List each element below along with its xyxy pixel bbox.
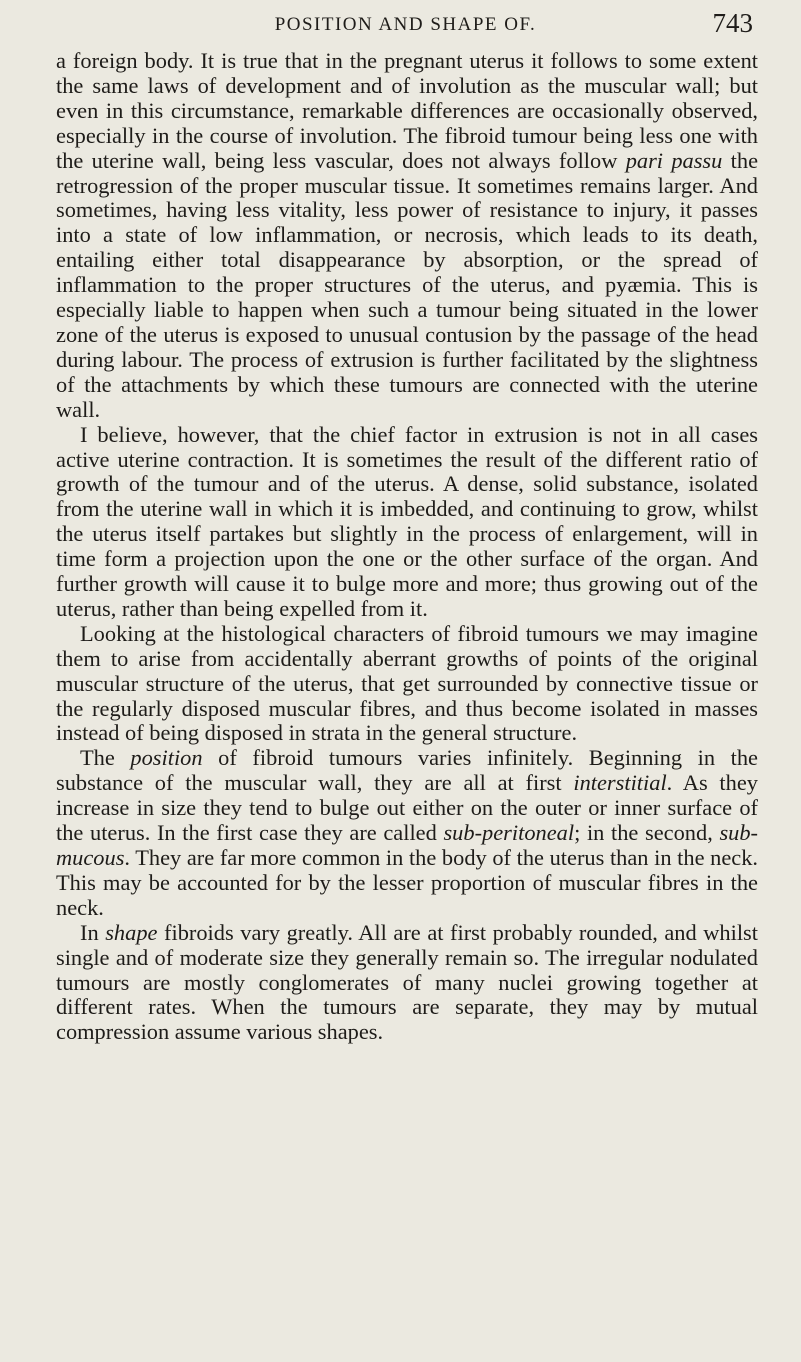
body-text xyxy=(56,49,758,1045)
italic-text: sub-peritoneal xyxy=(443,820,575,846)
paragraph-text: . They are far more common in the body of the uterus than in the neck. This may be accounted for by the lesser proportion of muscular fibres in the neck. xyxy=(56,845,758,920)
paragraph-text: I believe, however, that the chief factor in extrusion is not in all cases active uterine contraction. It is sometimes the result of the different ratio of growth of the tumour and of the uterus. A dense, solid substance, isolated from the uterine wall in which it is imbedded, and continuing to grow, whilst the uterus itself partakes but slightly in the process of enlargement, will in time form a projection upon the one or the other surface of the organ. And further growth will cause it to bulge more and more; thus growing out of the uterus, rather than being expelled from it. xyxy=(56,421,758,621)
paragraph-text: Looking at the histological characters of fibroid tumours we may imagine them to arise from accidentally aberrant growths of points of the original muscular structure of the uterus, that get surrounded by connective tissue or the regularly disposed muscular fibres, and thus become isolated in masses instead of being disposed in strata in the general structure. xyxy=(56,620,758,746)
paragraph-text: . As they increase in size they tend to bulge out either on the outer or inner surface of the uterus. In the first case they are called xyxy=(56,770,758,846)
paragraph-text: The xyxy=(80,745,131,771)
paragraph-text: a foreign body. It is true that in the pregnant uterus it follows to some extent the same laws of development and of involution as the muscular wall; but even in this circumstance, remarkable differences are occasionally observed, especially in the course of involution. The fibroid tumour being less one with the uterine wall, being less vascular, does not always follow xyxy=(56,48,758,173)
paragraph xyxy=(56,49,758,423)
italic-text: position xyxy=(130,745,203,771)
paragraph-text: fibroids vary greatly. All are at first probably rounded, and whilst single and of moderate size they generally remain so. The irregular nodulated tumours are mostly conglomerates of many nuclei growing together at different rates. When the tumours are separate, they may by mutual compression assume various shapes. xyxy=(56,919,758,1045)
paragraph-text: In xyxy=(80,919,106,945)
running-head: POSITION AND SHAPE OF. xyxy=(274,14,537,35)
page-number: 743 xyxy=(712,8,753,38)
paragraph-text: the retrogression of the proper muscular tissue. It sometimes remains larger. And sometimes, having less vitality, less power of resistance to injury, it passes into a state of low inflammation, or necrosis, which leads to its death, entailing either total disappearance by absorption, or the spread of inflammation to the proper structures of the uterus, and pyæmia. This is especially liable to happen when such a tumour being situated in the lower zone of the uterus is exposed to unusual contusion by the passage of the head during labour. The process of extrusion is further facilitated by the slightness of the attachments by which these tumours are connected with the uterine wall. xyxy=(56,147,759,422)
paragraph xyxy=(56,423,758,622)
paragraph xyxy=(56,921,758,1046)
italic-text: interstitial xyxy=(573,770,667,796)
paragraph-text: ; in the second, xyxy=(574,820,720,846)
italic-text: shape xyxy=(105,919,158,945)
paragraph-text: of fibroid tumours varies infinitely. Beginning in the substance of the muscular wall, they are all at first xyxy=(56,745,758,796)
paragraph xyxy=(56,746,758,920)
italic-text: sub-mucous xyxy=(56,820,759,870)
italic-text: pari passu xyxy=(625,147,723,173)
page-header xyxy=(58,8,753,42)
paragraph xyxy=(56,622,758,747)
